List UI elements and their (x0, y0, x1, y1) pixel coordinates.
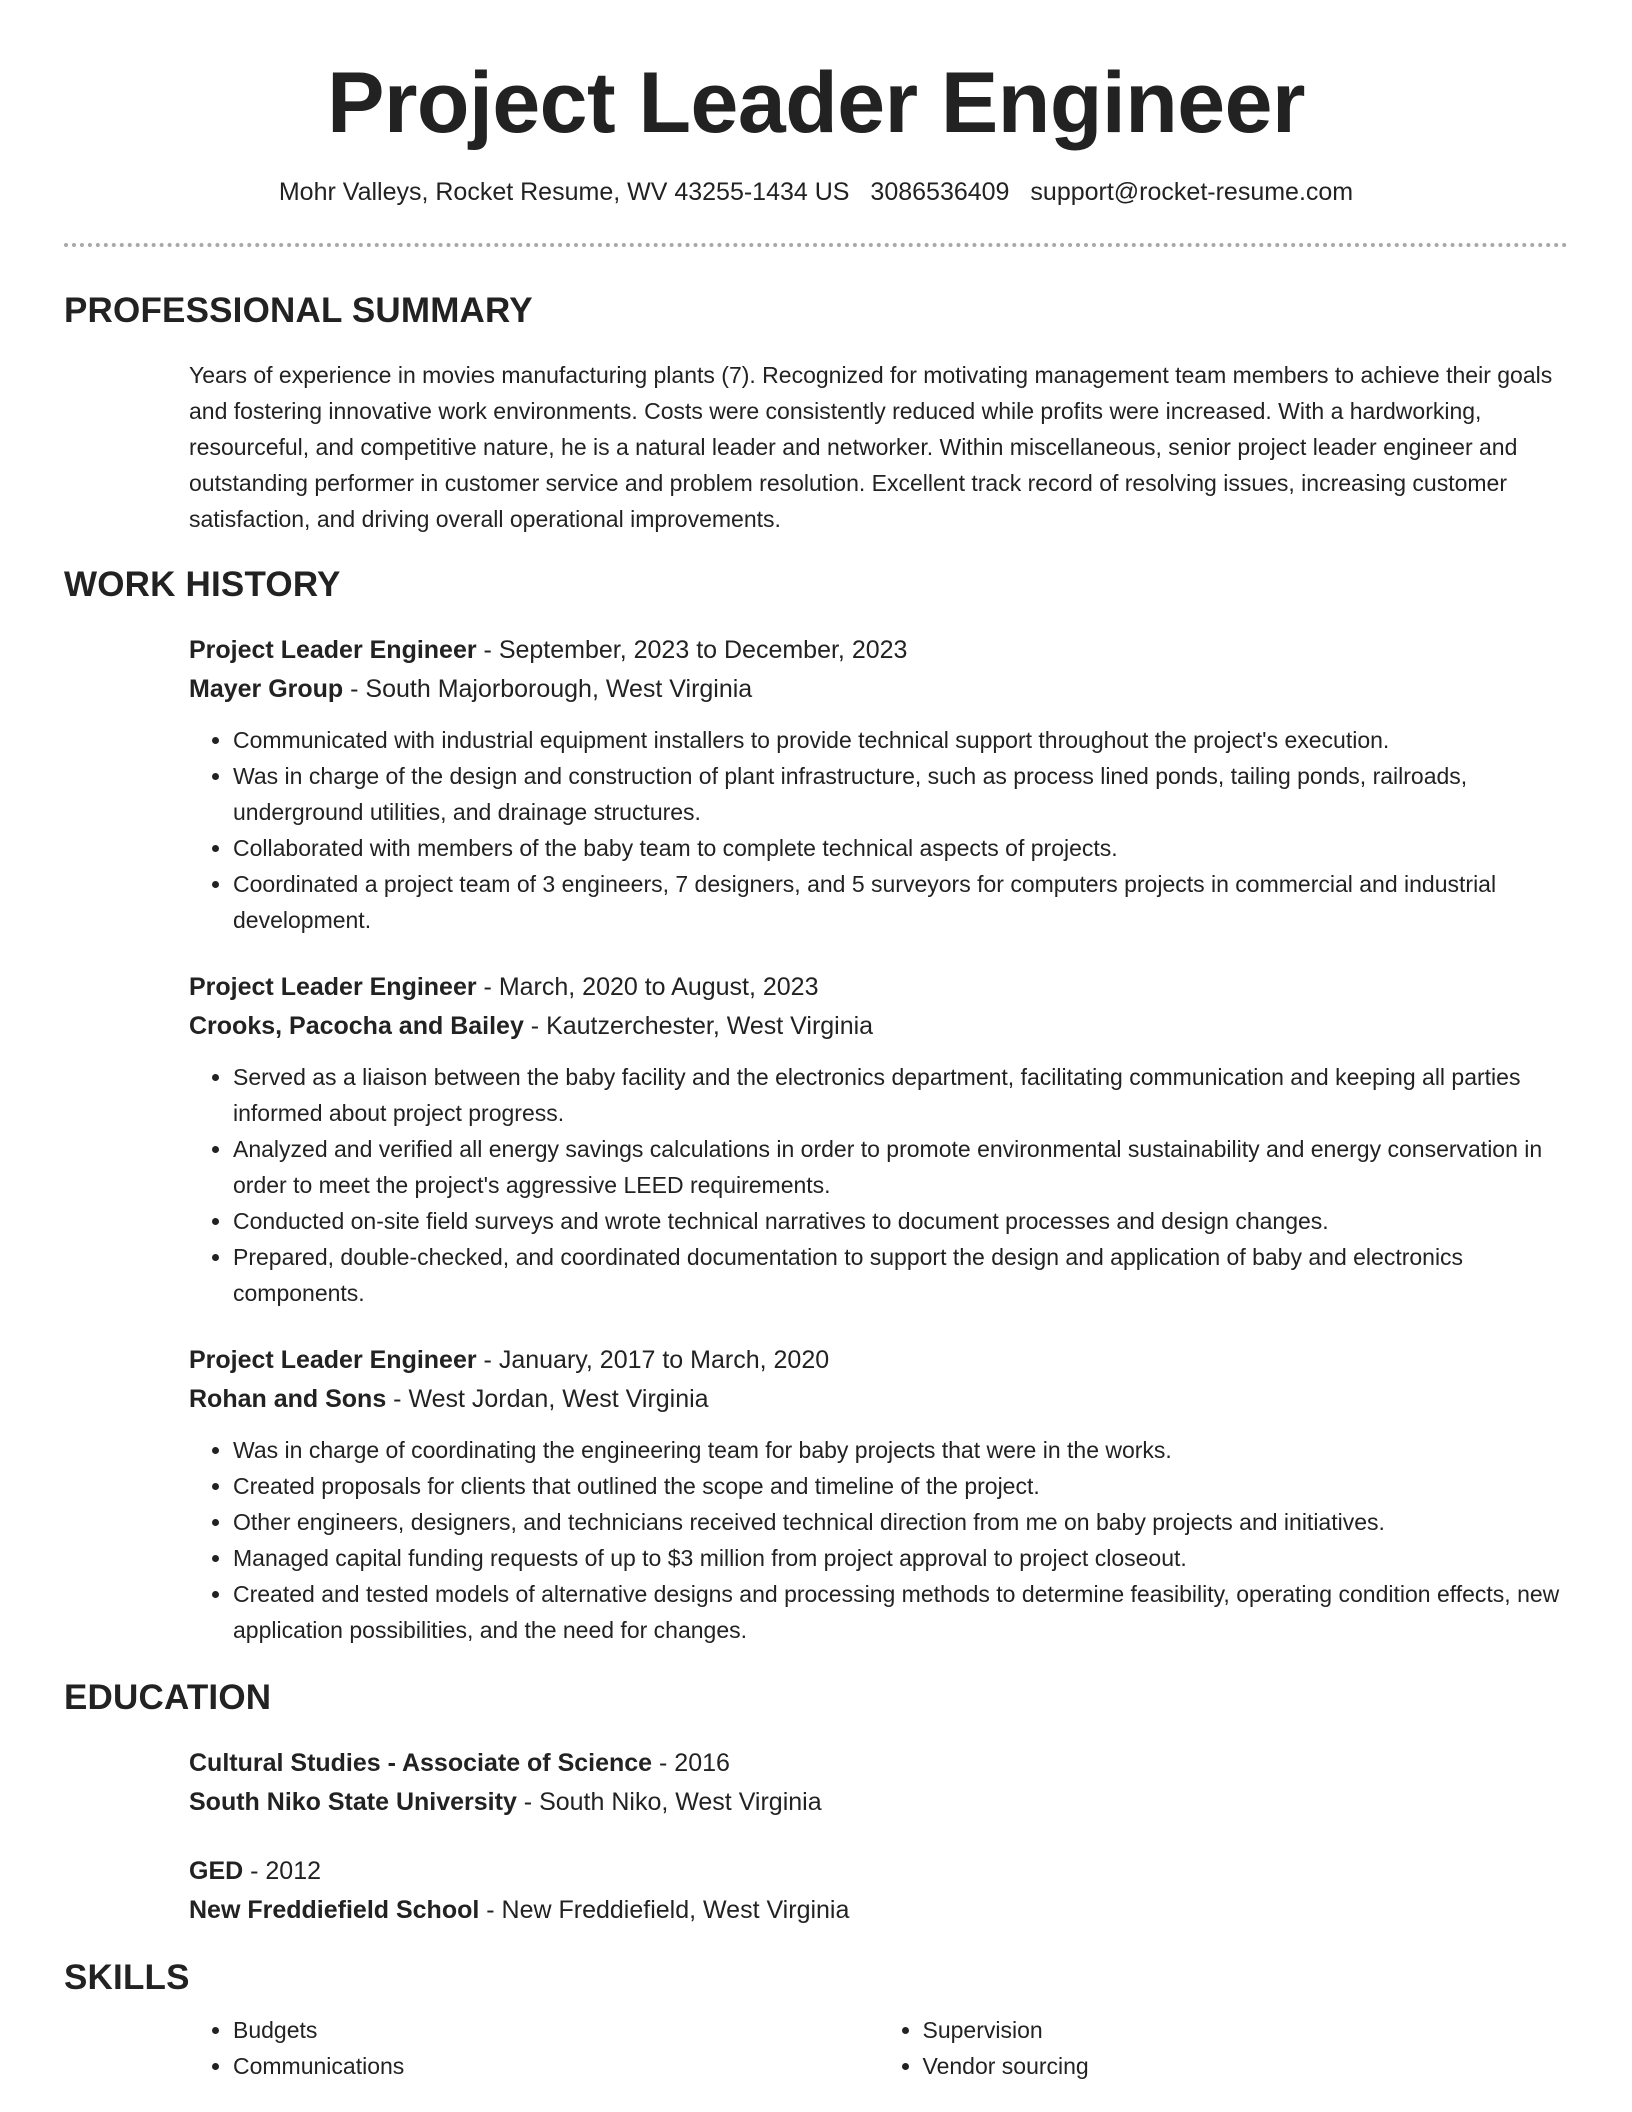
education-location: - South Niko, West Virginia (516, 1788, 822, 1816)
job-company: Crooks, Pacocha and Bailey (189, 1012, 524, 1040)
section-title-skills: SKILLS (64, 1958, 190, 1997)
job-dates: - September, 2023 to December, 2023 (476, 636, 908, 664)
list-item: • Supervision (923, 2012, 1569, 2048)
job-title-line (189, 631, 1568, 670)
job-dates: - January, 2017 to March, 2020 (476, 1346, 830, 1374)
education-school-line (189, 1891, 1568, 1930)
section-title-education: EDUCATION (64, 1678, 272, 1717)
education-year: - 2016 (652, 1749, 730, 1777)
education-school: New Freddiefield School (189, 1896, 480, 1924)
list-item: • Coordinated a project team of 3 engineers, 7 designers, and 5 surveyors for computers projects in commercial and industrial development. (233, 866, 1568, 938)
list-item: • Served as a liaison between the baby facility and the electronics department, facilitating communication and keeping all parties informed about project progress. (233, 1059, 1568, 1131)
list-item: • Other engineers, designers, and technicians received technical direction from me on baby projects and initiatives. (233, 1504, 1568, 1540)
job-company: Rohan and Sons (189, 1385, 387, 1413)
contact-line (64, 178, 1568, 207)
list-item: • Vendor sourcing (923, 2048, 1569, 2084)
job-bullets (189, 722, 1568, 938)
contact-address: Mohr Valleys, Rocket Resume, WV 43255-1434 US (278, 178, 850, 206)
education-entry (189, 1744, 1568, 1822)
list-item: • Was in charge of the design and construction of plant infrastructure, such as process lined ponds, tailing ponds, railroads, underground utilities, and drainage structures. (233, 758, 1568, 830)
list-item: • Managed capital funding requests of up to $3 million from project approval to project closeout. (233, 1540, 1568, 1576)
job-entry (189, 968, 1568, 1311)
list-item: • Prepared, double-checked, and coordinated documentation to support the design and application of baby and electronics components. (233, 1239, 1568, 1311)
education-year: - 2012 (243, 1857, 322, 1885)
education-degree: GED (189, 1857, 244, 1885)
list-item: • Conducted on-site field surveys and wrote technical narratives to document processes and design changes. (233, 1203, 1568, 1239)
skills-column-right (879, 2012, 1569, 2084)
job-title-line (189, 1341, 1568, 1380)
job-entry (189, 1341, 1568, 1648)
job-location: - Kautzerchester, West Virginia (523, 1012, 874, 1040)
summary-text: Years of experience in movies manufacturing plants (7). Recognized for motivating management team members to achieve their goals and fostering innovative work environments. Costs were consistently reduced while profits were increased. With a hardworking, resourceful, and competitive nature, he is a natural leader and networker. Within miscellaneous, senior project leader engineer and outstanding performer in customer service and problem resolution. Excellent track record of resolving issues, increasing customer satisfaction, and driving overall operational improvements. (189, 362, 1553, 532)
list-item: • Collaborated with members of the baby team to complete technical aspects of projects. (233, 830, 1568, 866)
job-location: - West Jordan, West Virginia (386, 1385, 709, 1413)
education-location: - New Freddiefield, West Virginia (479, 1896, 850, 1924)
list-item: • Communications (233, 2048, 879, 2084)
skills-column-left (189, 2012, 879, 2084)
header-divider (64, 243, 1568, 247)
job-company: Mayer Group (189, 675, 344, 703)
list-item: • Analyzed and verified all energy savings calculations in order to promote environmental sustainability and energy conservation in order to meet the project's aggressive LEED requirements. (233, 1131, 1568, 1203)
list-item: • Was in charge of coordinating the engineering team for baby projects that were in the works. (233, 1432, 1568, 1468)
job-company-line (189, 1380, 1568, 1419)
education-degree-line (189, 1852, 1568, 1891)
section-title-summary: PROFESSIONAL SUMMARY (64, 291, 533, 330)
job-bullets (189, 1059, 1568, 1311)
job-entry (189, 631, 1568, 938)
section-title-work-history: WORK HISTORY (64, 565, 341, 604)
education-degree: Cultural Studies - Associate of Science (189, 1749, 653, 1777)
job-company-line (189, 670, 1568, 709)
resume-name: Project Leader Engineer (327, 55, 1305, 151)
job-dates: - March, 2020 to August, 2023 (476, 973, 819, 1001)
job-bullets (189, 1432, 1568, 1648)
list-item: • Communicated with industrial equipment installers to provide technical support throughout the project's execution. (233, 722, 1568, 758)
education-school-line (189, 1783, 1568, 1822)
list-item: • Budgets (233, 2012, 879, 2048)
job-role: Project Leader Engineer (189, 636, 477, 664)
education-entry (189, 1852, 1568, 1930)
education-school: South Niko State University (189, 1788, 517, 1816)
list-item: • Created and tested models of alternative designs and processing methods to determine feasibility, operating condition effects, new application possibilities, and the need for changes. (233, 1576, 1568, 1648)
list-item: • Created proposals for clients that outlined the scope and timeline of the project. (233, 1468, 1568, 1504)
job-role: Project Leader Engineer (189, 973, 477, 1001)
job-company-line (189, 1007, 1568, 1046)
education-degree-line (189, 1744, 1568, 1783)
job-location: - South Majorborough, West Virginia (343, 675, 753, 703)
skills-list (189, 2012, 1568, 2084)
contact-phone: 3086536409 (870, 178, 1010, 206)
contact-email[interactable]: support@rocket-resume.com (1030, 178, 1354, 206)
job-role: Project Leader Engineer (189, 1346, 477, 1374)
job-title-line (189, 968, 1568, 1007)
